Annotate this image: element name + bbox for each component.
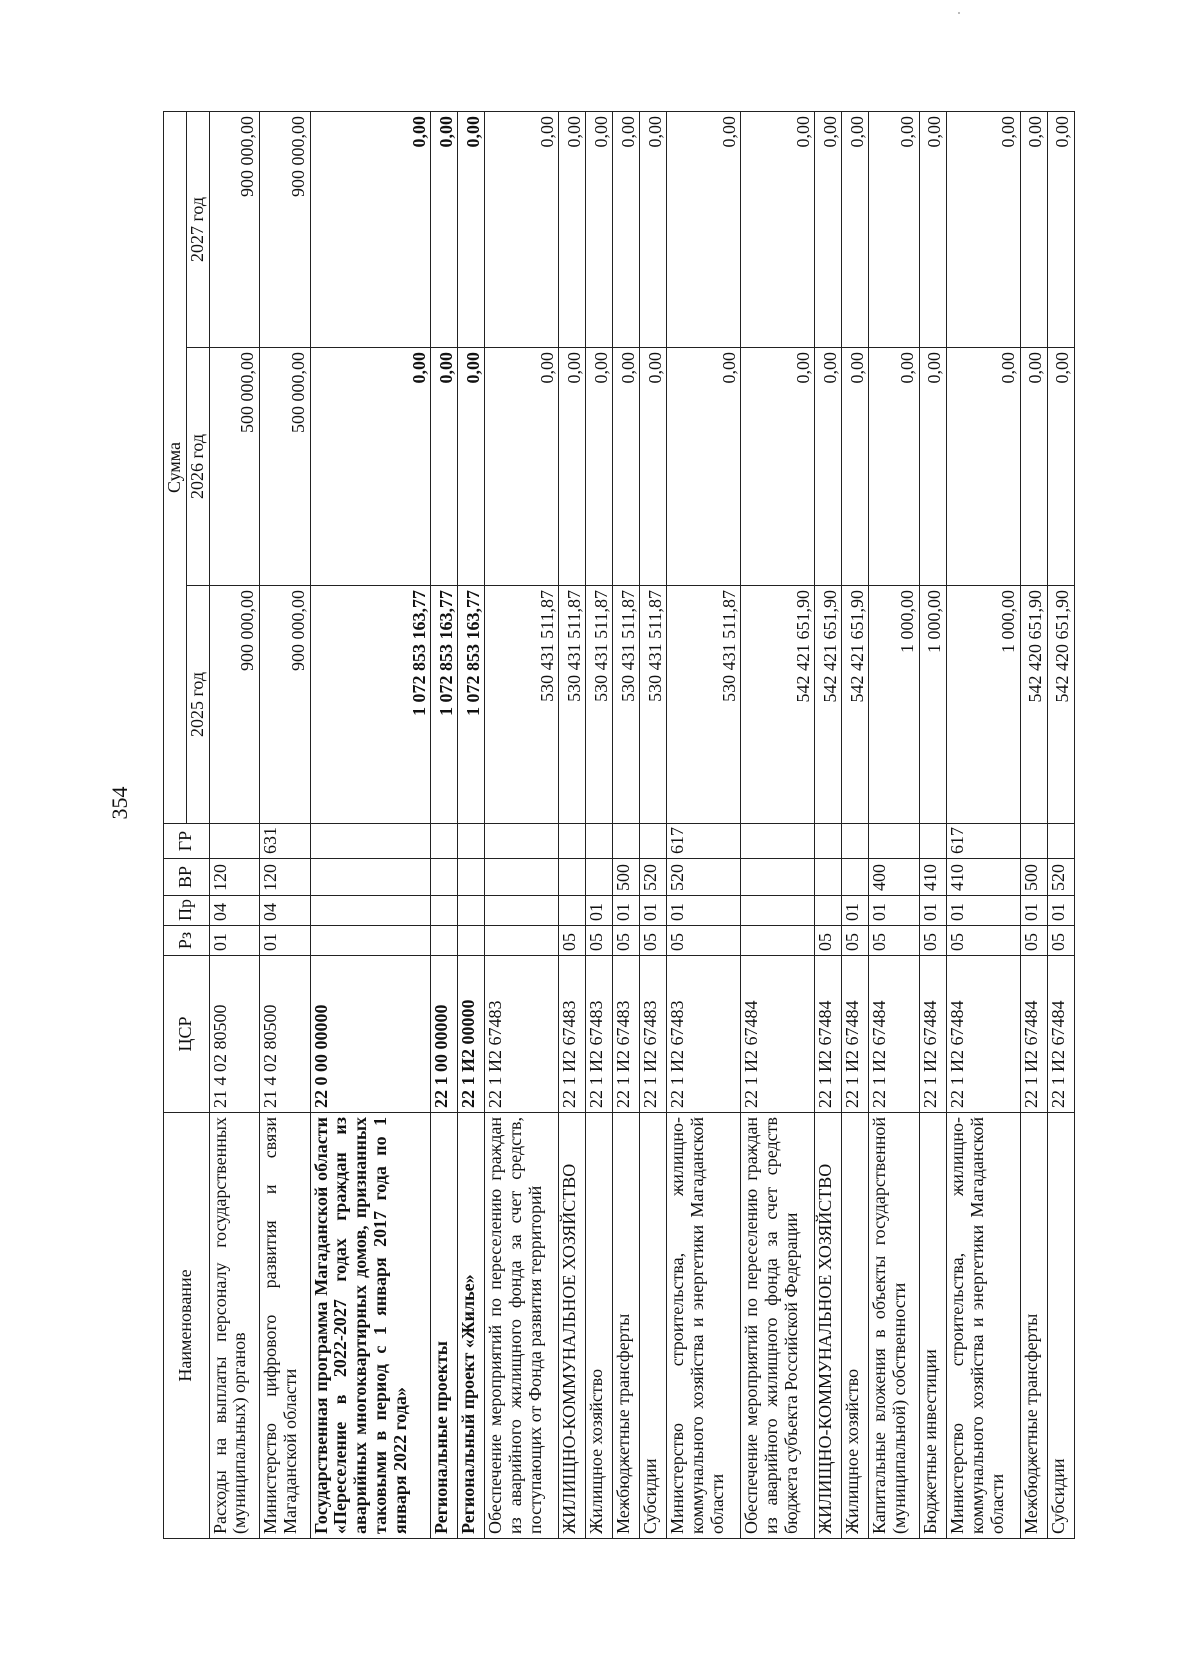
table-row [842,111,869,1538]
cell-vr [559,859,586,896]
cell-2026: 0,00 [586,348,613,586]
cell-gr: 617 [946,824,1020,859]
cell-gr [1020,824,1047,859]
cell-name: Субсидии [1047,1113,1074,1539]
cell-2026: 0,00 [640,348,667,586]
cell-vr [741,859,815,896]
header-csr: ЦСР [164,956,210,1113]
cell-gr [458,824,485,859]
cell-2027: 0,00 [559,111,586,347]
cell-2025: 900 000,00 [209,586,259,824]
cell-pr: 01 [842,896,869,926]
cell-pr [559,896,586,926]
cell-2027: 0,00 [919,111,946,347]
cell-vr: 520 [640,859,667,896]
cell-name: Субсидии [640,1113,667,1539]
cell-2025: 530 431 511,87 [613,586,640,824]
cell-2025: 1 000,00 [869,586,919,824]
table-row [485,111,559,1538]
cell-name: Межбюджетные трансферты [1020,1113,1047,1539]
table-row [260,111,310,1538]
cell-vr [485,859,559,896]
cell-vr: 520 [667,859,741,896]
table-row [613,111,640,1538]
cell-rz: 05 [946,926,1020,956]
table-row [458,111,485,1538]
header-year-2026: 2026 год [186,348,209,586]
table-row [741,111,815,1538]
cell-name: Жилищное хозяйство [842,1113,869,1539]
cell-name: Межбюджетные трансферты [613,1113,640,1539]
cell-csr: 22 1 И2 67484 [869,956,919,1113]
cell-rz: 05 [869,926,919,956]
cell-csr: 22 0 00 00000 [310,956,431,1113]
cell-rz [431,926,458,956]
cell-pr: 01 [613,896,640,926]
header-rz: Рз [164,926,210,956]
cell-csr: 22 1 И2 67483 [667,956,741,1113]
table-row [869,111,919,1538]
table-row [919,111,946,1538]
cell-pr: 01 [586,896,613,926]
cell-2025: 530 431 511,87 [667,586,741,824]
cell-pr: 01 [869,896,919,926]
cell-pr: 01 [640,896,667,926]
cell-2027: 0,00 [741,111,815,347]
table-row [586,111,613,1538]
cell-2027: 0,00 [869,111,919,347]
cell-pr [485,896,559,926]
cell-csr: 22 1 И2 00000 [458,956,485,1113]
cell-2025: 542 421 651,90 [815,586,842,824]
cell-2027: 0,00 [586,111,613,347]
cell-pr [310,896,431,926]
cell-gr [919,824,946,859]
cell-2026: 0,00 [842,348,869,586]
table-row [209,111,259,1538]
cell-gr: 617 [667,824,741,859]
table-row [431,111,458,1538]
header-year-2025: 2025 год [186,586,209,824]
cell-rz: 05 [842,926,869,956]
table-row [559,111,586,1538]
cell-2027: 0,00 [946,111,1020,347]
cell-gr: 631 [260,824,310,859]
cell-2027: 0,00 [640,111,667,347]
cell-gr [586,824,613,859]
cell-2025: 1 072 853 163,77 [431,586,458,824]
header-vr: ВР [164,859,210,896]
cell-pr: 01 [919,896,946,926]
cell-2025: 1 000,00 [946,586,1020,824]
cell-gr [485,824,559,859]
cell-rz: 05 [586,926,613,956]
cell-gr [209,824,259,859]
cell-2026: 0,00 [1047,348,1074,586]
cell-rz: 05 [815,926,842,956]
cell-2027: 900 000,00 [209,111,259,347]
cell-rz [458,926,485,956]
cell-2027: 0,00 [431,111,458,347]
cell-vr [586,859,613,896]
cell-vr [815,859,842,896]
cell-name: ЖИЛИЩНО-КОММУНАЛЬНОЕ ХОЗЯЙСТВО [815,1113,842,1539]
cell-gr [559,824,586,859]
header-gr: ГР [164,824,210,859]
cell-name: Расходы на выплаты персоналу государственных (муниципальных) органов [209,1113,259,1539]
header-pr: Пр [164,896,210,926]
header-name: Наименование [164,1113,210,1539]
cell-csr: 22 1 00 00000 [431,956,458,1113]
cell-2025: 1 072 853 163,77 [310,586,431,824]
cell-name: Министерство строительства, жилищно-коммунального хозяйства и энергетики Магаданской области [667,1113,741,1539]
table-row [667,111,741,1538]
cell-2025: 530 431 511,87 [485,586,559,824]
cell-vr: 120 [260,859,310,896]
cell-csr: 22 1 И2 67483 [485,956,559,1113]
cell-csr: 22 1 И2 67483 [586,956,613,1113]
cell-vr: 500 [1020,859,1047,896]
cell-2025: 542 420 651,90 [1047,586,1074,824]
table-body [209,111,1074,1538]
cell-gr [1047,824,1074,859]
cell-2027: 0,00 [613,111,640,347]
cell-csr: 22 1 И2 67484 [815,956,842,1113]
cell-2027: 0,00 [815,111,842,347]
cell-2027: 0,00 [485,111,559,347]
cell-2025: 542 421 651,90 [741,586,815,824]
cell-2025: 530 431 511,87 [640,586,667,824]
cell-csr: 22 1 И2 67484 [741,956,815,1113]
cell-csr: 22 1 И2 67484 [1020,956,1047,1113]
cell-csr: 22 1 И2 67484 [946,956,1020,1113]
cell-csr: 21 4 02 80500 [209,956,259,1113]
table-row [946,111,1020,1538]
cell-name: Министерство цифрового развития и связи Магаданской области [260,1113,310,1539]
cell-gr [640,824,667,859]
cell-2027: 0,00 [310,111,431,347]
cell-rz: 05 [1047,926,1074,956]
cell-name: Министерство строительства, жилищно-коммунального хозяйства и энергетики Магаданской области [946,1113,1020,1539]
cell-name: Обеспечение мероприятий по переселению граждан из аварийного жилищного фонда за счет средств, поступающих от Фонда развития территорий [485,1113,559,1539]
cell-pr [458,896,485,926]
cell-gr [842,824,869,859]
cell-2026: 500 000,00 [209,348,259,586]
cell-pr: 01 [667,896,741,926]
cell-rz [310,926,431,956]
cell-vr: 410 [919,859,946,896]
budget-table [163,111,1075,1539]
cell-gr [613,824,640,859]
cell-2027: 0,00 [458,111,485,347]
cell-2026: 0,00 [741,348,815,586]
cell-pr [741,896,815,926]
cell-rz: 05 [919,926,946,956]
cell-2027: 0,00 [667,111,741,347]
cell-pr: 01 [1047,896,1074,926]
cell-vr: 520 [1047,859,1074,896]
cell-2027: 0,00 [1020,111,1047,347]
cell-csr: 22 1 И2 67483 [559,956,586,1113]
cell-pr [431,896,458,926]
cell-2025: 542 420 651,90 [1020,586,1047,824]
cell-gr [431,824,458,859]
cell-2025: 900 000,00 [260,586,310,824]
cell-2026: 0,00 [667,348,741,586]
cell-2026: 0,00 [613,348,640,586]
cell-2027: 0,00 [842,111,869,347]
cell-2026: 0,00 [919,348,946,586]
page-number: 354 [107,786,132,820]
cell-vr [310,859,431,896]
cell-pr: 01 [1020,896,1047,926]
cell-rz: 05 [559,926,586,956]
cell-2025: 1 000,00 [919,586,946,824]
cell-pr: 04 [209,896,259,926]
cell-rz: 05 [1020,926,1047,956]
cell-vr: 410 [946,859,1020,896]
cell-2026: 0,00 [815,348,842,586]
cell-2026: 0,00 [310,348,431,586]
table-row [640,111,667,1538]
cell-name: Региональные проекты [431,1113,458,1539]
cell-rz: 05 [613,926,640,956]
cell-vr: 500 [613,859,640,896]
cell-csr: 22 1 И2 67483 [613,956,640,1113]
cell-csr: 22 1 И2 67484 [1047,956,1074,1113]
cell-2027: 0,00 [1047,111,1074,347]
cell-pr [815,896,842,926]
cell-2025: 530 431 511,87 [559,586,586,824]
cell-2026: 500 000,00 [260,348,310,586]
cell-gr [815,824,842,859]
table-row [1047,111,1074,1538]
cell-gr [310,824,431,859]
cell-gr [741,824,815,859]
cell-rz: 01 [209,926,259,956]
cell-name: ЖИЛИЩНО-КОММУНАЛЬНОЕ ХОЗЯЙСТВО [559,1113,586,1539]
cell-vr [431,859,458,896]
cell-name: Бюджетные инвестиции [919,1113,946,1539]
cell-rz [741,926,815,956]
cell-2026: 0,00 [485,348,559,586]
cell-rz: 05 [667,926,741,956]
cell-name: Обеспечение мероприятий по переселению граждан из аварийного жилищного фонда за счет средств бюджета субъекта Российской Федерации [741,1113,815,1539]
cell-2025: 1 072 853 163,77 [458,586,485,824]
cell-vr [458,859,485,896]
cell-2026: 0,00 [559,348,586,586]
cell-2026: 0,00 [458,348,485,586]
rotated-page-content [163,112,1075,1539]
cell-name: Региональный проект «Жилье» [458,1113,485,1539]
cell-rz [485,926,559,956]
cell-2027: 900 000,00 [260,111,310,347]
cell-vr: 400 [869,859,919,896]
cell-vr: 120 [209,859,259,896]
cell-2025: 530 431 511,87 [586,586,613,824]
table-row [815,111,842,1538]
scan-speck [958,12,960,14]
table-row [1020,111,1047,1538]
cell-pr: 04 [260,896,310,926]
cell-vr [842,859,869,896]
cell-2025: 542 421 651,90 [842,586,869,824]
cell-gr [869,824,919,859]
cell-rz: 01 [260,926,310,956]
cell-2026: 0,00 [431,348,458,586]
cell-csr: 22 1 И2 67484 [919,956,946,1113]
cell-2026: 0,00 [1020,348,1047,586]
cell-csr: 22 1 И2 67484 [842,956,869,1113]
cell-pr: 01 [946,896,1020,926]
cell-name: Жилищное хозяйство [586,1113,613,1539]
header-sum: Сумма [164,111,187,823]
cell-2026: 0,00 [869,348,919,586]
header-year-2027: 2027 год [186,111,209,347]
cell-name: Капитальные вложения в объекты государственной (муниципальной) собственности [869,1113,919,1539]
table-row [310,111,431,1538]
cell-2026: 0,00 [946,348,1020,586]
cell-name: Государственная программа Магаданской области «Переселение в 2022-2027 годах граждан из аварийных многоквартирных домов, признанных таковыми в период с 1 января 2017 года по 1 января 2022 года» [310,1113,431,1539]
cell-rz: 05 [640,926,667,956]
cell-csr: 21 4 02 80500 [260,956,310,1113]
cell-csr: 22 1 И2 67483 [640,956,667,1113]
